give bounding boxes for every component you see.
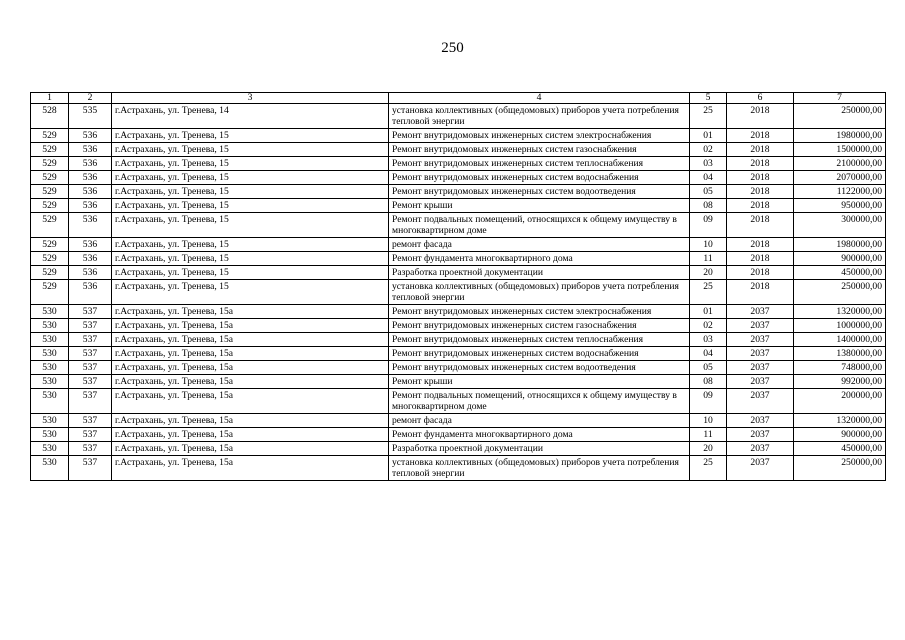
address-cell: г.Астрахань, ул. Тренева, 15а <box>112 347 389 361</box>
work-type-cell: ремонт фасада <box>389 238 690 252</box>
year-cell: 2018 <box>727 252 794 266</box>
cost-cell: 950000,00 <box>794 199 886 213</box>
work-type-cell: Ремонт внутридомовых инженерных систем водоотведения <box>389 185 690 199</box>
year-cell: 2037 <box>727 428 794 442</box>
cost-cell: 1000000,00 <box>794 319 886 333</box>
house-number-cell: 536 <box>69 199 112 213</box>
work-code-cell: 03 <box>690 157 727 171</box>
table-row <box>31 185 886 199</box>
address-cell: г.Астрахань, ул. Тренева, 15а <box>112 319 389 333</box>
year-cell: 2018 <box>727 266 794 280</box>
address-cell: г.Астрахань, ул. Тренева, 15а <box>112 414 389 428</box>
table-row <box>31 389 886 414</box>
cost-cell: 1122000,00 <box>794 185 886 199</box>
work-code-cell: 01 <box>690 129 727 143</box>
table-header-row <box>31 93 886 104</box>
work-type-cell: установка коллективных (общедомовых) приборов учета потребления тепловой энергии <box>389 456 690 481</box>
work-code-cell: 11 <box>690 252 727 266</box>
year-cell: 2037 <box>727 319 794 333</box>
house-number-cell: 536 <box>69 171 112 185</box>
work-type-cell: Ремонт внутридомовых инженерных систем газоснабжения <box>389 143 690 157</box>
row-number-cell: 530 <box>31 442 69 456</box>
row-number-cell: 529 <box>31 213 69 238</box>
work-type-cell: Ремонт подвальных помещений, относящихся к общему имуществу в многоквартирном доме <box>389 213 690 238</box>
address-cell: г.Астрахань, ул. Тренева, 15а <box>112 456 389 481</box>
cost-cell: 300000,00 <box>794 213 886 238</box>
work-code-cell: 03 <box>690 333 727 347</box>
year-cell: 2018 <box>727 185 794 199</box>
house-number-cell: 537 <box>69 442 112 456</box>
work-code-cell: 20 <box>690 266 727 280</box>
work-type-cell: Ремонт фундамента многоквартирного дома <box>389 252 690 266</box>
work-type-cell: Ремонт внутридомовых инженерных систем электроснабжения <box>389 129 690 143</box>
column-header: 1 <box>31 93 69 104</box>
cost-cell: 1500000,00 <box>794 143 886 157</box>
row-number-cell: 530 <box>31 414 69 428</box>
cost-cell: 1380000,00 <box>794 347 886 361</box>
table-row <box>31 333 886 347</box>
address-cell: г.Астрахань, ул. Тренева, 15 <box>112 213 389 238</box>
work-type-cell: Ремонт внутридомовых инженерных систем газоснабжения <box>389 319 690 333</box>
year-cell: 2018 <box>727 129 794 143</box>
house-number-cell: 536 <box>69 213 112 238</box>
address-cell: г.Астрахань, ул. Тренева, 15 <box>112 157 389 171</box>
work-type-cell: Ремонт внутридомовых инженерных систем водоснабжения <box>389 347 690 361</box>
table-row <box>31 428 886 442</box>
page-number: 250 <box>441 40 464 56</box>
year-cell: 2037 <box>727 361 794 375</box>
year-cell: 2037 <box>727 375 794 389</box>
column-header: 4 <box>389 93 690 104</box>
table-row <box>31 143 886 157</box>
work-type-cell: Ремонт внутридомовых инженерных систем электроснабжения <box>389 305 690 319</box>
work-type-cell: Ремонт внутридомовых инженерных систем водоснабжения <box>389 171 690 185</box>
row-number-cell: 529 <box>31 238 69 252</box>
year-cell: 2018 <box>727 143 794 157</box>
work-code-cell: 02 <box>690 143 727 157</box>
row-number-cell: 530 <box>31 428 69 442</box>
column-header: 6 <box>727 93 794 104</box>
work-code-cell: 01 <box>690 305 727 319</box>
house-number-cell: 536 <box>69 157 112 171</box>
address-cell: г.Астрахань, ул. Тренева, 15 <box>112 143 389 157</box>
house-number-cell: 537 <box>69 428 112 442</box>
table-row <box>31 199 886 213</box>
work-code-cell: 08 <box>690 375 727 389</box>
work-code-cell: 10 <box>690 238 727 252</box>
work-code-cell: 04 <box>690 171 727 185</box>
cost-cell: 2100000,00 <box>794 157 886 171</box>
table-row <box>31 375 886 389</box>
row-number-cell: 530 <box>31 456 69 481</box>
house-number-cell: 537 <box>69 305 112 319</box>
row-number-cell: 530 <box>31 333 69 347</box>
row-number-cell: 529 <box>31 199 69 213</box>
work-type-cell: Ремонт фундамента многоквартирного дома <box>389 428 690 442</box>
house-number-cell: 536 <box>69 185 112 199</box>
cost-cell: 900000,00 <box>794 428 886 442</box>
work-code-cell: 08 <box>690 199 727 213</box>
cost-cell: 748000,00 <box>794 361 886 375</box>
work-code-cell: 10 <box>690 414 727 428</box>
work-code-cell: 09 <box>690 389 727 414</box>
row-number-cell: 530 <box>31 389 69 414</box>
work-type-cell: Ремонт крыши <box>389 199 690 213</box>
year-cell: 2018 <box>727 157 794 171</box>
table-row <box>31 238 886 252</box>
work-code-cell: 02 <box>690 319 727 333</box>
house-number-cell: 536 <box>69 143 112 157</box>
address-cell: г.Астрахань, ул. Тренева, 15а <box>112 375 389 389</box>
work-type-cell: установка коллективных (общедомовых) приборов учета потребления тепловой энергии <box>389 280 690 305</box>
address-cell: г.Астрахань, ул. Тренева, 15а <box>112 333 389 347</box>
work-type-cell: Ремонт внутридомовых инженерных систем теплоснабжения <box>389 157 690 171</box>
work-code-cell: 25 <box>690 280 727 305</box>
row-number-cell: 529 <box>31 157 69 171</box>
year-cell: 2018 <box>727 213 794 238</box>
address-cell: г.Астрахань, ул. Тренева, 15а <box>112 389 389 414</box>
house-number-cell: 537 <box>69 361 112 375</box>
table-row <box>31 456 886 481</box>
table-row <box>31 129 886 143</box>
work-type-cell: Ремонт крыши <box>389 375 690 389</box>
work-code-cell: 11 <box>690 428 727 442</box>
work-code-cell: 05 <box>690 361 727 375</box>
row-number-cell: 530 <box>31 361 69 375</box>
table-row <box>31 319 886 333</box>
work-type-cell: установка коллективных (общедомовых) приборов учета потребления тепловой энергии <box>389 104 690 129</box>
row-number-cell: 530 <box>31 305 69 319</box>
address-cell: г.Астрахань, ул. Тренева, 15а <box>112 361 389 375</box>
year-cell: 2037 <box>727 442 794 456</box>
column-header: 5 <box>690 93 727 104</box>
table-row <box>31 104 886 129</box>
cost-cell: 450000,00 <box>794 442 886 456</box>
year-cell: 2018 <box>727 104 794 129</box>
work-type-cell: Ремонт внутридомовых инженерных систем водоотведения <box>389 361 690 375</box>
row-number-cell: 529 <box>31 185 69 199</box>
table-row <box>31 361 886 375</box>
table-row <box>31 252 886 266</box>
house-number-cell: 536 <box>69 252 112 266</box>
address-cell: г.Астрахань, ул. Тренева, 15а <box>112 428 389 442</box>
cost-cell: 1980000,00 <box>794 129 886 143</box>
column-header: 2 <box>69 93 112 104</box>
year-cell: 2018 <box>727 199 794 213</box>
house-number-cell: 536 <box>69 129 112 143</box>
house-number-cell: 537 <box>69 389 112 414</box>
year-cell: 2037 <box>727 305 794 319</box>
house-number-cell: 537 <box>69 333 112 347</box>
house-number-cell: 536 <box>69 266 112 280</box>
table-row <box>31 213 886 238</box>
address-cell: г.Астрахань, ул. Тренева, 15 <box>112 252 389 266</box>
table-row <box>31 157 886 171</box>
year-cell: 2037 <box>727 347 794 361</box>
work-code-cell: 09 <box>690 213 727 238</box>
table-row <box>31 266 886 280</box>
cost-cell: 2070000,00 <box>794 171 886 185</box>
house-number-cell: 537 <box>69 319 112 333</box>
house-number-cell: 537 <box>69 375 112 389</box>
cost-cell: 1320000,00 <box>794 414 886 428</box>
address-cell: г.Астрахань, ул. Тренева, 15 <box>112 238 389 252</box>
year-cell: 2018 <box>727 238 794 252</box>
work-type-cell: Ремонт подвальных помещений, относящихся к общему имуществу в многоквартирном доме <box>389 389 690 414</box>
table-row <box>31 280 886 305</box>
work-code-cell: 05 <box>690 185 727 199</box>
work-code-cell: 25 <box>690 456 727 481</box>
cost-cell: 1400000,00 <box>794 333 886 347</box>
row-number-cell: 530 <box>31 347 69 361</box>
address-cell: г.Астрахань, ул. Тренева, 15 <box>112 129 389 143</box>
cost-cell: 1320000,00 <box>794 305 886 319</box>
address-cell: г.Астрахань, ул. Тренева, 15 <box>112 185 389 199</box>
house-number-cell: 536 <box>69 280 112 305</box>
address-cell: г.Астрахань, ул. Тренева, 15а <box>112 305 389 319</box>
row-number-cell: 529 <box>31 252 69 266</box>
cost-cell: 992000,00 <box>794 375 886 389</box>
row-number-cell: 529 <box>31 266 69 280</box>
year-cell: 2018 <box>727 280 794 305</box>
year-cell: 2037 <box>727 414 794 428</box>
table-row <box>31 347 886 361</box>
column-header: 3 <box>112 93 389 104</box>
work-type-cell: Ремонт внутридомовых инженерных систем теплоснабжения <box>389 333 690 347</box>
address-cell: г.Астрахань, ул. Тренева, 15 <box>112 171 389 185</box>
row-number-cell: 530 <box>31 319 69 333</box>
year-cell: 2018 <box>727 171 794 185</box>
repair-register-table <box>30 92 886 481</box>
cost-cell: 1980000,00 <box>794 238 886 252</box>
year-cell: 2037 <box>727 333 794 347</box>
row-number-cell: 529 <box>31 171 69 185</box>
house-number-cell: 536 <box>69 238 112 252</box>
house-number-cell: 535 <box>69 104 112 129</box>
year-cell: 2037 <box>727 389 794 414</box>
address-cell: г.Астрахань, ул. Тренева, 15 <box>112 199 389 213</box>
address-cell: г.Астрахань, ул. Тренева, 15а <box>112 442 389 456</box>
work-code-cell: 04 <box>690 347 727 361</box>
work-code-cell: 25 <box>690 104 727 129</box>
work-type-cell: Разработка проектной документации <box>389 442 690 456</box>
cost-cell: 250000,00 <box>794 280 886 305</box>
work-type-cell: Разработка проектной документации <box>389 266 690 280</box>
column-header: 7 <box>794 93 886 104</box>
row-number-cell: 530 <box>31 375 69 389</box>
work-code-cell: 20 <box>690 442 727 456</box>
cost-cell: 200000,00 <box>794 389 886 414</box>
house-number-cell: 537 <box>69 347 112 361</box>
cost-cell: 900000,00 <box>794 252 886 266</box>
cost-cell: 250000,00 <box>794 456 886 481</box>
table-row <box>31 171 886 185</box>
house-number-cell: 537 <box>69 414 112 428</box>
work-type-cell: ремонт фасада <box>389 414 690 428</box>
table-row <box>31 414 886 428</box>
address-cell: г.Астрахань, ул. Тренева, 15 <box>112 266 389 280</box>
row-number-cell: 529 <box>31 280 69 305</box>
table-row <box>31 442 886 456</box>
cost-cell: 250000,00 <box>794 104 886 129</box>
address-cell: г.Астрахань, ул. Тренева, 14 <box>112 104 389 129</box>
cost-cell: 450000,00 <box>794 266 886 280</box>
row-number-cell: 529 <box>31 129 69 143</box>
year-cell: 2037 <box>727 456 794 481</box>
house-number-cell: 537 <box>69 456 112 481</box>
row-number-cell: 528 <box>31 104 69 129</box>
row-number-cell: 529 <box>31 143 69 157</box>
table-row <box>31 305 886 319</box>
address-cell: г.Астрахань, ул. Тренева, 15 <box>112 280 389 305</box>
